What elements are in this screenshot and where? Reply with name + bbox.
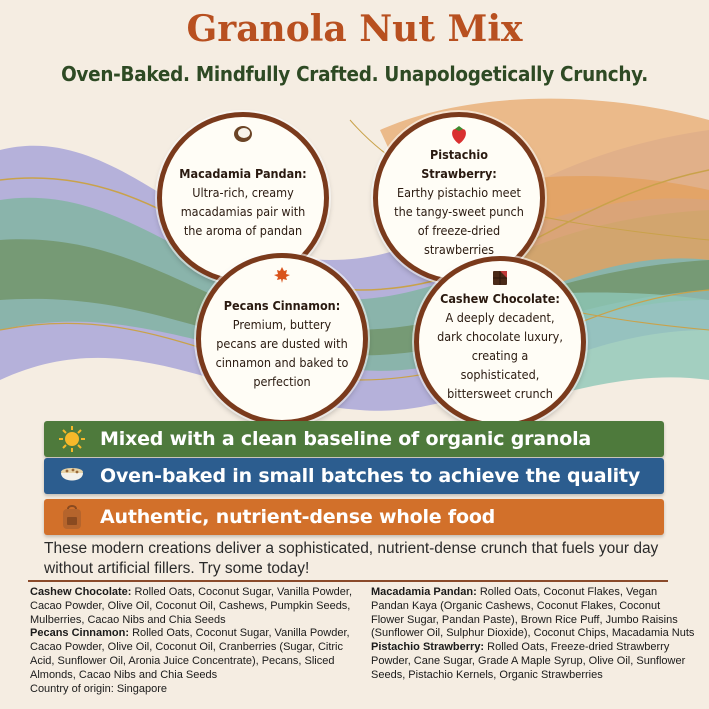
ingredient-label: Pecans Cinnamon:	[30, 627, 130, 640]
ingredient-list: Rolled Oats, Coconut Flakes, Vegan Pandan Kaya (Organic Cashews, Coconut Flakes, Coconut Flower Sugar, Pandan Paste), Brown Rice Puff, Jumbo Raisins (Sunflower Oil, Sulphur Dioxide), Coconut Chips, Macadamia Nuts	[371, 586, 695, 640]
flavor-description: A deeply decadent, dark chocolate luxury, creating a sophisticated, bittersweet crunch	[437, 310, 563, 401]
ingredient-label: Pistachio Strawberry:	[371, 641, 485, 654]
flavor-name: Pistachio Strawberry:	[421, 147, 497, 181]
flavor-name: Macadamia Pandan:	[179, 166, 307, 181]
country-of-origin: Country of origin: Singapore	[30, 682, 167, 695]
maple-leaf-icon	[273, 266, 291, 287]
page-subtitle: Oven-Baked. Mindfully Crafted. Unapologetically Crunchy.	[61, 62, 648, 86]
flavor-name: Pecans Cinnamon:	[223, 297, 341, 313]
feature-bar-granola	[44, 421, 664, 457]
flavor-name: Cashew Chocolate:	[440, 291, 560, 306]
backpack-icon	[44, 503, 100, 531]
flavor-description: Ultra-rich, creamy macadamias pair with the aroma of pandan	[180, 185, 306, 238]
feature-bar-oven	[44, 458, 664, 494]
divider	[28, 580, 668, 582]
ingredients-right	[371, 586, 696, 683]
flavor-circle-pecans	[196, 253, 368, 425]
coconut-icon	[233, 125, 253, 146]
feature-text: Mixed with a clean baseline of organic granola	[100, 428, 591, 450]
ingredients-left	[30, 586, 360, 696]
ingredient-label: Cashew Chocolate:	[30, 586, 132, 598]
tagline: These modern creations deliver a sophisticated, nutrient-dense crunch that fuels your day without artificial fillers. Try some today!	[44, 540, 659, 577]
sun-icon	[44, 425, 100, 453]
ingredient-list: Rolled Oats, Coconut Sugar, Vanilla Powder, Cacao Powder, Olive Oil, Coconut Oil, Cranberries (Sugar, Citric Acid, Sunflower Oil, Aronia Juice Concentrate), Pecans, Sliced Almonds, Cacao Nibs and Chia Seeds	[30, 627, 350, 681]
strawberry-icon	[450, 125, 468, 148]
feature-text: Oven-baked in small batches to achieve the quality	[100, 465, 641, 487]
ingredient-label: Macadamia Pandan:	[371, 586, 477, 598]
flavor-circle-cashew	[414, 256, 586, 428]
feature-bar-wholefood	[44, 499, 664, 535]
ingredient-list: Rolled Oats, Freeze-dried Strawberry Powder, Cane Sugar, Grade A Maple Syrup, Olive Oil, Sunflower Seeds, Pistachio Kernels, Organic Strawberries	[371, 641, 686, 681]
granola-bowl-icon	[44, 463, 100, 489]
feature-text: Authentic, nutrient-dense whole food	[100, 506, 496, 528]
ingredient-list: Rolled Oats, Coconut Sugar, Vanilla Powder, Cacao Powder, Olive Oil, Coconut Oil, Cashews, Pumpkin Seeds, Mulberries, Cacao Nibs and Chia Seeds	[30, 586, 353, 626]
chocolate-icon	[491, 269, 509, 290]
flavor-description: Premium, buttery pecans are dusted with cinnamon and baked to perfection	[215, 316, 349, 389]
page-title: Granola Nut Mix	[186, 8, 523, 50]
flavor-description: Earthy pistachio meet the tangy-sweet punch of freeze-dried strawberries	[394, 185, 524, 257]
